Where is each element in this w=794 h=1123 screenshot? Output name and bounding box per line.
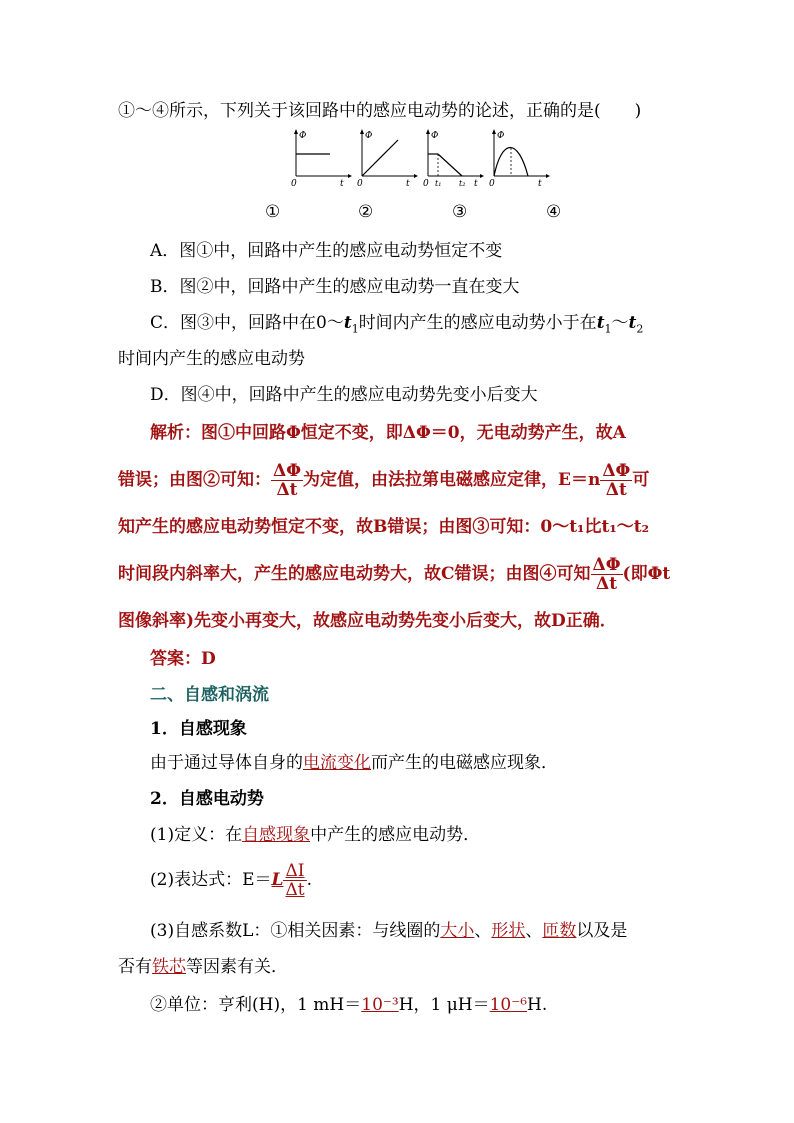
analysis-line-2: 错误；由图②可知： $\frac{\Delta\Phi}{\Delta t}$ 为定值，由法拉第电磁感应定律，E＝n $\frac{\Delta\Phi}{\Delta t}$ 可	[118, 461, 650, 500]
graph3-phi-label: Φ	[431, 131, 439, 141]
graph-triangle-flux	[422, 128, 484, 192]
graph1-t-label: t	[340, 179, 344, 189]
option-b: B．图②中，回路中产生的感应电动势一直在变大	[150, 277, 520, 297]
slope-fraction: $\frac{\Delta\Phi}{\Delta t}$	[592, 555, 621, 594]
question-lead: ①～④所示，下列关于该回路中的感应电动势的论述，正确的是( )	[118, 101, 642, 121]
coefficient-line-cont: 否有铁芯等因素有关．	[118, 957, 288, 977]
flux-rate-fraction: $\frac{\Delta\Phi}{\Delta t}$	[273, 461, 301, 500]
unit-line: ②单位：亨利(H)，1 mH＝10⁻³H，1 μH＝10⁻⁶H.	[150, 995, 548, 1015]
section-heading: 二、自感和涡流	[150, 685, 269, 705]
graph-label-1: ①	[265, 202, 281, 222]
option-c-cont: 时间内产生的感应电动势	[118, 349, 305, 369]
graph2-t-label: t	[406, 179, 410, 189]
answer	[150, 648, 216, 670]
graph4-t-label: t	[538, 179, 542, 189]
expression-line: (2)表达式：E＝L $\frac{\Delta I}{\Delta t}$ .	[150, 861, 312, 900]
analysis-label: 解析	[150, 423, 184, 443]
graph-linear-flux	[356, 128, 418, 192]
graph-constant-flux	[290, 128, 352, 192]
option-a: A．图①中，回路中产生的感应电动势恒定不变	[150, 241, 503, 261]
analysis-line-1: 解析：图①中回路Φ恒定不变，即ΔΦ＝0，无电动势产生，故A	[150, 423, 626, 443]
graph3-t1-label: t₁	[435, 179, 442, 188]
graph-arch-flux	[488, 128, 550, 192]
definition-line: (1)定义：在自感现象中产生的感应电动势．	[150, 825, 481, 845]
coefficient-line: (3)自感系数L：①相关因素：与线圈的大小、形状、匝数以及是	[150, 921, 628, 941]
graph-label-4: ④	[546, 202, 562, 222]
analysis-line-5: 图像斜率)先变小再变大，故感应电动势先变小后变大，故D正确．	[118, 611, 617, 631]
faraday-fraction: $\frac{\Delta\Phi}{\Delta t}$	[602, 461, 631, 500]
graph2-phi-label: Φ	[365, 131, 373, 141]
graph1-phi-label: Φ	[299, 131, 307, 141]
option-d: D．图④中，回路中产生的感应电动势先变小后变大	[150, 385, 538, 405]
graph3-t-label: t	[474, 179, 478, 189]
option-c: C．图③中，回路中在$0\sim t_1$时间内产生的感应电动势小于在$t_1\sim t_2$	[150, 313, 644, 336]
graph1-origin-label: 0	[291, 179, 297, 189]
answer-value: ：D	[184, 649, 216, 669]
graph-label-3: ③	[452, 202, 468, 222]
graph4-origin-label: 0	[489, 179, 495, 189]
graph4-phi-label: Φ	[497, 131, 505, 141]
subsection-1-text: 由于通过导体自身的电流变化而产生的电磁感应现象．	[150, 753, 558, 773]
subsection-1-title: 1．自感现象	[150, 719, 247, 739]
graph2-origin-label: 0	[357, 179, 363, 189]
subsection-2-title: 2．自感电动势	[150, 789, 264, 809]
graph3-t2-label: t₂	[459, 179, 466, 188]
graph-label-2: ②	[358, 202, 374, 222]
answer-label: 答案	[150, 649, 184, 669]
analysis-line-3: 知产生的感应电动势恒定不变，故B错误；由图③可知：0～t₁比t₁～t₂	[118, 517, 650, 537]
self-induction-fraction: $\frac{\Delta I}{\Delta t}$	[285, 861, 305, 900]
analysis-line-4: 时间段内斜率大，产生的感应电动势大，故C错误；由图④可知 $\frac{\Delta\Phi}{\Delta t}$ (即Φt	[118, 555, 671, 594]
graph3-origin-label: 0	[423, 179, 429, 189]
